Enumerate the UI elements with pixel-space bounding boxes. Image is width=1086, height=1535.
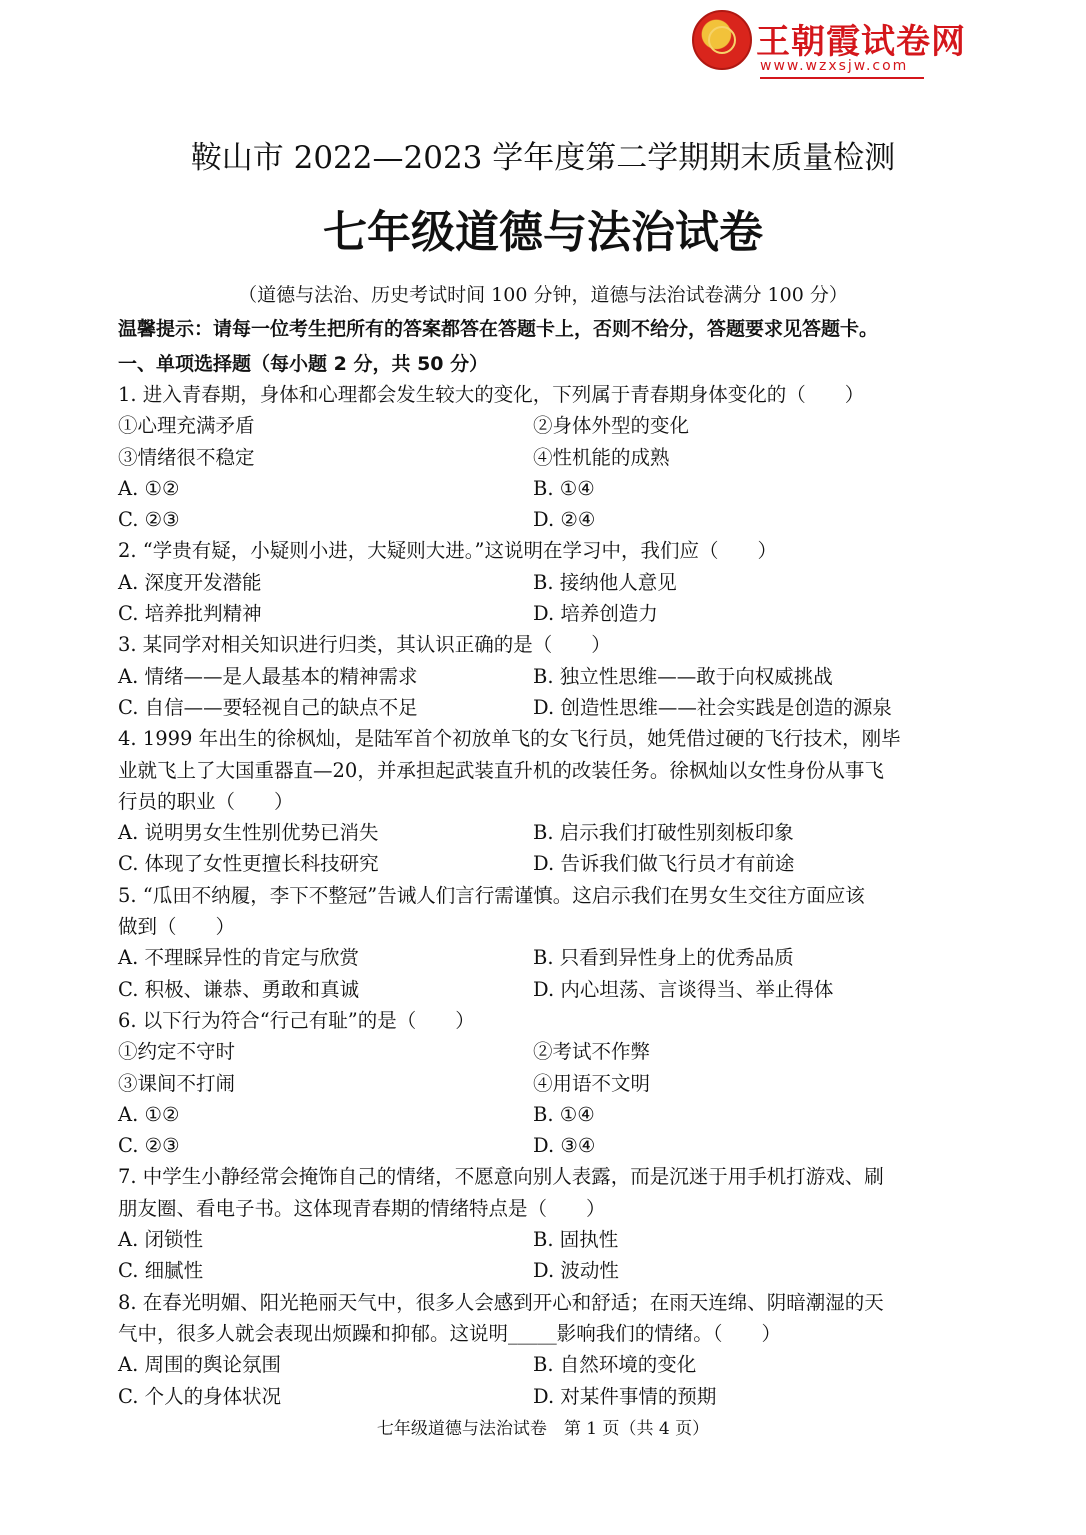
option-row [118,598,978,629]
option: C. ②③ [118,508,180,532]
option: B. ①④ [533,1102,595,1126]
exam-note: （道德与法治、历史考试时间 100 分钟，道德与法治试卷满分 100 分） [238,284,848,306]
question-stem: 7. 中学生小静经常会掩饰自己的情绪，不愿意向别人表露，而是沉迷于用手机打游戏、刷 [118,1165,884,1189]
option: D. 波动性 [533,1259,619,1283]
option-row [118,473,978,504]
logo-name: 王朝霞试卷网 [756,22,966,62]
option-row [118,410,978,441]
option-row [118,942,978,973]
option: B. 只看到异性身上的优秀品质 [533,946,794,970]
option: ②身体外型的变化 [533,414,690,438]
option-row [118,504,978,535]
option: ②考试不作弊 [533,1040,651,1064]
option: A. 不理睬异性的肯定与欣赏 [118,946,359,970]
question-stem: 1. 进入青春期，身体和心理都会发生较大的变化，下列属于青春期身体变化的（ ） [118,383,865,406]
option-row [118,567,978,598]
option: A. 周围的舆论氛围 [118,1353,281,1377]
option: ④性机能的成熟 [533,445,670,469]
option-row [118,661,978,692]
page-footer: 七年级道德与法治试卷 第 1 页（共 4 页） [376,1419,710,1439]
option-row [118,974,978,1005]
question-stem: 朋友圈、看电子书。这体现青春期的情绪特点是（ ） [118,1196,606,1220]
option-row [118,1349,978,1380]
option: C. 体现了女性更擅长科技研究 [118,852,379,876]
option-row [118,1099,978,1130]
question-stem: 做到（ ） [118,915,236,939]
question-5 [118,880,978,1005]
option: B. 独立性思维——敢于向权威挑战 [533,664,833,688]
option-row [118,848,978,879]
option: C. 积极、谦恭、勇敢和真诚 [118,977,360,1001]
option: A. 说明男女生性别优势已消失 [118,821,379,845]
option: B. 启示我们打破性别刻板印象 [533,821,794,845]
option: D. 内心坦荡、言谈得当、举止得体 [533,977,834,1001]
option: A. 深度开发潜能 [118,570,262,594]
option: A. 情绪——是人最基本的精神需求 [118,664,418,688]
option: C. 细腻性 [118,1259,204,1283]
option-row [118,1130,978,1161]
question-stem: 气中，很多人就会表现出烦躁和抑郁。这说明_____影响我们的情绪。（ ） [118,1321,782,1345]
option-row [118,1036,978,1067]
exam-title: 鞍山市 2022—2023 学年度第二学期期末质量检测 [190,140,896,176]
option: D. 创造性思维——社会实践是创造的源泉 [533,695,892,719]
question-stem: 8. 在春光明媚、阳光艳丽天气中，很多人会感到开心和舒适；在雨天连绵、阴暗潮湿的天 [118,1290,884,1314]
question-list [118,379,978,1412]
question-7 [118,1161,978,1286]
option: ①心理充满矛盾 [118,414,255,438]
seal-icon [692,10,752,70]
question-1 [118,379,978,535]
option: B. 接纳他人意见 [533,570,677,594]
question-3 [118,629,978,723]
option: ①约定不守时 [118,1040,236,1064]
question-stem: 6. 以下行为符合“行己有耻”的是（ ） [118,1008,475,1032]
question-stem: 2. “学贵有疑，小疑则小进，大疑则大进。”这说明在学习中，我们应（ ） [118,539,777,563]
option-row [118,692,978,723]
question-stem: 行员的职业（ ） [118,789,294,813]
option: D. 告诉我们做飞行员才有前途 [533,852,795,876]
option: D. 对某件事情的预期 [533,1384,717,1408]
option: C. 个人的身体状况 [118,1384,282,1408]
site-logo [692,10,1012,76]
option: D. ③④ [533,1134,596,1158]
question-2 [118,535,978,629]
question-stem: 业就飞上了大国重器直—20，并承担起武装直升机的改装任务。徐枫灿以女性身份从事飞 [118,758,884,782]
section-title: 一、单项选择题（每小题 2 分，共 50 分） [118,353,489,375]
option: B. ①④ [533,476,595,500]
option: D. ②④ [533,508,596,532]
question-stem: 3. 某同学对相关知识进行归类，其认识正确的是（ ） [118,633,611,657]
option: C. 培养批判精神 [118,602,262,626]
option-row [118,442,978,473]
logo-url: www.wzxsjw.com [760,58,909,74]
option: D. 培养创造力 [533,602,658,626]
option: C. 自信——要轻视自己的缺点不足 [118,695,418,719]
option: ③课间不打闹 [118,1071,236,1095]
option-row [118,1255,978,1286]
exam-tip: 温馨提示：请每一位考生把所有的答案都答在答题卡上，否则不给分，答题要求见答题卡。 [118,318,879,340]
question-stem: 5. “瓜田不纳履，李下不整冠”告诫人们言行需谨慎。这启示我们在男女生交往方面应该 [118,883,865,907]
option: A. ①② [118,1102,180,1126]
option-row [118,817,978,848]
option: A. ①② [118,476,180,500]
option: ③情绪很不稳定 [118,445,255,469]
option-row [118,1068,978,1099]
question-stem: 4. 1999 年出生的徐枫灿，是陆军首个初放单飞的女飞行员，她凭借过硬的飞行技术，刚毕 [118,727,901,751]
option-row [118,1381,978,1412]
option: C. ②③ [118,1134,180,1158]
exam-subtitle: 七年级道德与法治试卷 [323,207,763,258]
question-4 [118,723,978,879]
question-8 [118,1287,978,1412]
option: A. 闭锁性 [118,1228,203,1252]
question-6 [118,1005,978,1161]
option: B. 自然环境的变化 [533,1353,697,1377]
option: ④用语不文明 [533,1071,651,1095]
option-row [118,1224,978,1255]
option: B. 固执性 [533,1228,619,1252]
